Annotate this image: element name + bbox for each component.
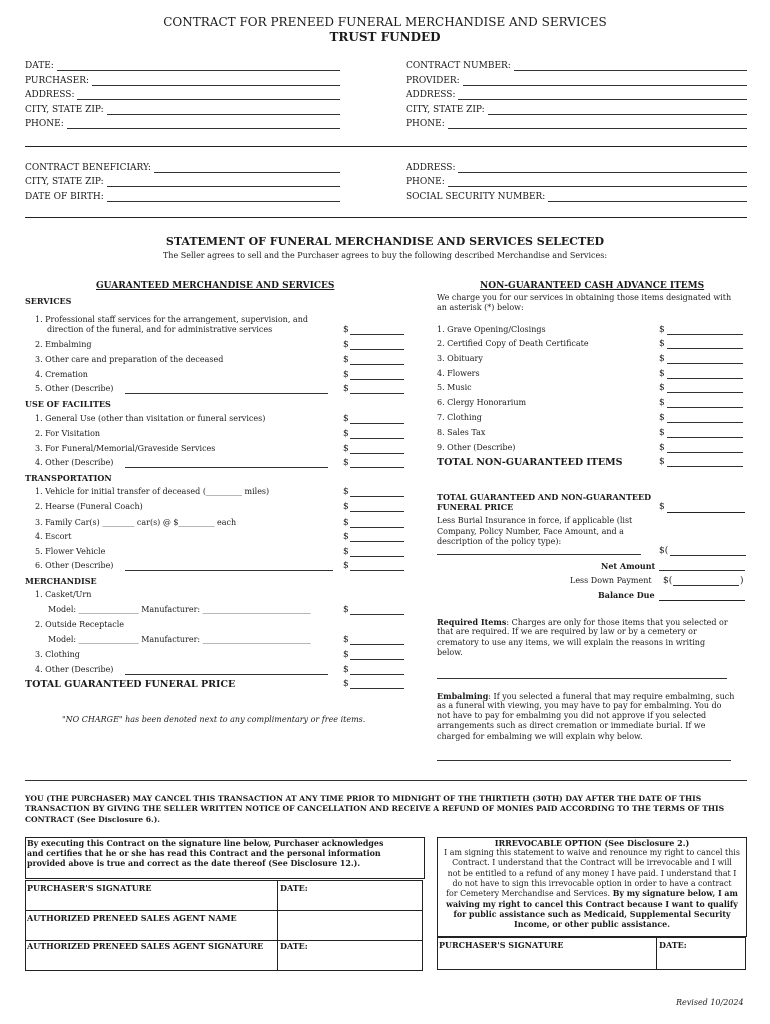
dollar-sign: $ — [343, 355, 349, 365]
service-item: 4. Cremation — [35, 370, 88, 379]
dollar-sign: $ — [659, 502, 665, 512]
acknowledgement-text: provided above is true and correct as the date thereof (See Disclosure 12.). — [27, 859, 361, 868]
cash-advance-item: 1. Grave Opening/Closings — [437, 325, 546, 334]
dollar-sign: $ — [343, 547, 349, 557]
field-label: DATE: — [25, 61, 54, 71]
net-amount-label: Net Amount — [601, 561, 656, 571]
irrevocable-bold-text: waiving my right to cancel this Contract because I want to qualify — [446, 900, 738, 909]
field-line[interactable] — [548, 201, 747, 202]
balance-due-field[interactable] — [659, 600, 745, 601]
irrevocable-text: do not have to sign this irrevocable option in order to have a contract — [452, 879, 732, 888]
field-label: PHONE: — [406, 119, 445, 129]
amount-field[interactable] — [667, 452, 743, 453]
field-label: CITY, STATE ZIP: — [25, 105, 104, 115]
total-guaranteed-label: TOTAL GUARANTEED FUNERAL PRICE — [25, 679, 236, 690]
section-heading-transportation: TRANSPORTATION — [25, 473, 112, 483]
transport-item: 5. Flower Vehicle — [35, 547, 106, 556]
amount-field[interactable] — [667, 407, 743, 408]
field-label: ADDRESS: — [25, 90, 75, 100]
dollar-sign: $ — [659, 398, 665, 408]
describe-line[interactable] — [125, 393, 328, 394]
embalming-text: as a funeral with viewing, you may have to pay for embalming. You do — [437, 701, 722, 710]
required-items-text: that are required. If we are required by law or by a cemetery or — [437, 627, 697, 636]
down-payment-prefix: $( — [663, 576, 673, 586]
dollar-sign: $ — [343, 458, 349, 468]
combined-total-label: FUNERAL PRICE — [437, 502, 514, 512]
field-label: PURCHASER: — [25, 76, 90, 86]
field-label: CONTRACT BENEFICIARY: — [25, 163, 151, 173]
dollar-sign: $ — [343, 384, 349, 394]
amount-field[interactable] — [350, 541, 404, 542]
insurance-amount-prefix: $( — [659, 546, 669, 556]
cash-advance-item: 7. Clothing — [437, 413, 482, 422]
amount-field[interactable] — [350, 688, 404, 689]
service-item: 5. Other (Describe) — [35, 384, 114, 393]
field-label: SOCIAL SECURITY NUMBER: — [406, 192, 546, 202]
facility-item: 3. For Funeral/Memorial/Graveside Services — [35, 444, 216, 453]
amount-field[interactable] — [350, 614, 404, 615]
describe-line[interactable] — [125, 674, 328, 675]
amount-field[interactable] — [350, 334, 404, 335]
statement-title: STATEMENT OF FUNERAL MERCHANDISE AND SERVICES SELECTED — [165, 235, 605, 248]
dollar-sign: $ — [659, 383, 665, 393]
agent-signature-label: AUTHORIZED PRENEED SALES AGENT SIGNATURE — [27, 941, 264, 951]
dollar-sign: $ — [343, 561, 349, 571]
dollar-sign: $ — [343, 370, 349, 380]
required-items-label: Required Items — [437, 617, 507, 627]
field-label: CITY, STATE ZIP: — [406, 105, 485, 115]
merchandise-item: 4. Other (Describe) — [35, 665, 114, 674]
amount-field[interactable] — [667, 466, 743, 467]
field-line[interactable] — [514, 70, 747, 71]
embalming-text: not have to pay for embalming you did not approve if you selected — [437, 711, 707, 720]
dollar-sign: $ — [659, 339, 665, 349]
amount-field[interactable] — [350, 467, 404, 468]
cancellation-text: YOU (THE PURCHASER) MAY CANCEL THIS TRANSACTION AT ANY TIME PRIOR TO MIDNIGHT OF THE THIRTIETH (30TH) DAY AFTER THE DATE OF THIS — [25, 794, 702, 803]
amount-field[interactable] — [350, 423, 404, 424]
dollar-sign: $ — [343, 429, 349, 439]
dollar-sign: $ — [659, 354, 665, 364]
amount-field[interactable] — [667, 378, 743, 379]
divider — [25, 780, 747, 781]
field-line[interactable] — [448, 128, 747, 129]
amount-field[interactable] — [667, 363, 743, 364]
amount-field[interactable] — [350, 511, 404, 512]
dollar-sign: $ — [343, 518, 349, 528]
amount-field[interactable] — [667, 392, 743, 393]
facility-item: 2. For Visitation — [35, 429, 101, 438]
service-item: 2. Embalming — [35, 340, 92, 349]
irrevocable-bold-text: By my signature below, I am — [609, 889, 738, 898]
amount-field[interactable] — [667, 334, 743, 335]
dollar-sign: $ — [343, 414, 349, 424]
purchaser-signature-label: PURCHASER'S SIGNATURE — [27, 883, 152, 893]
required-items-text: crematory to use any items, we will explain the reasons in writing — [437, 638, 706, 647]
nonguaranteed-intro: We charge you for our services in obtaining those items designated with — [437, 293, 732, 302]
transport-item: 4. Escort — [35, 532, 72, 541]
merchandise-item: 1. Casket/Urn — [35, 590, 92, 599]
amount-field[interactable] — [350, 644, 404, 645]
field-label: PROVIDER: — [406, 76, 460, 86]
merchandise-item: Model: _______________ Manufacturer: ___________________________ — [48, 635, 311, 644]
required-items-explanation-line[interactable] — [437, 678, 727, 679]
cancellation-text: CONTRACT (See Disclosure 6.). — [25, 815, 160, 824]
field-line[interactable] — [67, 128, 340, 129]
down-payment-suffix: ) — [740, 576, 744, 586]
total-nonguaranteed-label: TOTAL NON-GUARANTEED ITEMS — [437, 457, 623, 468]
merchandise-item: Model: _______________ Manufacturer: ___________________________ — [48, 605, 311, 614]
cancellation-text: TRANSACTION BY GIVING THE SELLER WRITTEN NOTICE OF CANCELLATION AND RECEIVE A REFUND OF MONIES PAID ACCORDING TO THE TERMS OF THIS — [25, 804, 725, 813]
irrevocable-bold-text: Income, or other public assistance. — [514, 920, 670, 929]
cash-advance-item: 2. Certified Copy of Death Certificate — [437, 339, 589, 348]
cash-advance-item: 3. Obituary — [437, 354, 483, 363]
contract-subtitle: TRUST FUNDED — [329, 30, 441, 44]
amount-field[interactable] — [350, 393, 404, 394]
section-heading-facilities: USE OF FACILITES — [25, 399, 111, 409]
dollar-sign: $ — [343, 340, 349, 350]
date-label: DATE: — [280, 941, 308, 951]
transport-item: 6. Other (Describe) — [35, 561, 114, 570]
field-label: DATE OF BIRTH: — [25, 192, 104, 202]
amount-field[interactable] — [350, 349, 404, 350]
nonguaranteed-heading: NON-GUARANTEED CASH ADVANCE ITEMS — [480, 281, 705, 291]
embalming-label: Embalming — [437, 691, 489, 701]
amount-field[interactable] — [350, 364, 404, 365]
field-line[interactable] — [458, 172, 747, 173]
dollar-sign: $ — [659, 457, 665, 467]
amount-field[interactable] — [667, 437, 743, 438]
service-item: 3. Other care and preparation of the deceased — [35, 355, 224, 364]
describe-line[interactable] — [125, 467, 328, 468]
cash-advance-item: 8. Sales Tax — [437, 428, 486, 437]
contract-title: CONTRACT FOR PRENEED FUNERAL MERCHANDISE AND SERVICES — [163, 15, 607, 29]
required-items-text: below. — [437, 648, 463, 657]
irrevocable-text: for Cemetery Merchandise and Services. By my signature below, I am — [446, 889, 738, 898]
field-line[interactable] — [154, 172, 340, 173]
dollar-sign: $ — [659, 428, 665, 438]
field-label: CITY, STATE ZIP: — [25, 177, 104, 187]
dollar-sign: $ — [343, 487, 349, 497]
date-label: DATE: — [280, 883, 308, 893]
net-amount-field[interactable] — [659, 570, 745, 571]
dollar-sign: $ — [343, 605, 349, 615]
field-line[interactable] — [107, 114, 340, 115]
field-line[interactable] — [77, 99, 340, 100]
field-line[interactable] — [463, 85, 747, 86]
blank-cell — [277, 910, 423, 941]
insurance-description-field[interactable] — [437, 554, 641, 555]
amount-field[interactable] — [667, 422, 743, 423]
insurance-label: Less Burial Insurance in force, if applicable (list — [437, 516, 633, 525]
dollar-sign: $ — [343, 325, 349, 335]
field-line[interactable] — [448, 186, 747, 187]
dollar-sign: $ — [343, 635, 349, 645]
divider — [25, 217, 747, 218]
balance-due-label: Balance Due — [598, 590, 655, 600]
dollar-sign: $ — [343, 665, 349, 675]
merchandise-item: 3. Clothing — [35, 650, 80, 659]
transport-item: 2. Hearse (Funeral Coach) — [35, 502, 143, 511]
dollar-sign: $ — [659, 325, 665, 335]
irrevocable-title: IRREVOCABLE OPTION (See Disclosure 2.) — [494, 838, 690, 848]
cash-advance-item: 4. Flowers — [437, 369, 480, 378]
amount-field[interactable] — [350, 496, 404, 497]
dollar-sign: $ — [343, 444, 349, 454]
dollar-sign: $ — [659, 413, 665, 423]
dollar-sign: $ — [343, 532, 349, 542]
facility-item: 1. General Use (other than visitation or funeral services) — [35, 414, 266, 423]
amount-field[interactable] — [350, 674, 404, 675]
section-heading-merchandise: MERCHANDISE — [25, 576, 97, 586]
amount-field[interactable] — [350, 453, 404, 454]
down-payment-label: Less Down Payment — [570, 576, 652, 585]
cash-advance-item: 9. Other (Describe) — [437, 443, 516, 452]
service-item: 1. Professional staff services for the arrangement, supervision, and — [35, 315, 308, 324]
dollar-sign: $ — [659, 369, 665, 379]
field-label: ADDRESS: — [406, 163, 456, 173]
field-line[interactable] — [458, 99, 747, 100]
statement-intro: The Seller agrees to sell and the Purchaser agrees to buy the following described Merchandise and Services: — [162, 251, 608, 260]
amount-field[interactable] — [350, 570, 404, 571]
dollar-sign: $ — [659, 443, 665, 453]
no-charge-note: "NO CHARGE" has been denoted next to any complimentary or free items. — [62, 715, 366, 724]
agent-name-label: AUTHORIZED PRENEED SALES AGENT NAME — [27, 913, 237, 923]
field-label: ADDRESS: — [406, 90, 456, 100]
dollar-sign: $ — [343, 679, 349, 689]
section-heading-services: SERVICES — [25, 296, 72, 306]
facility-item: 4. Other (Describe) — [35, 458, 114, 467]
dollar-sign: $ — [343, 502, 349, 512]
date-label: DATE: — [659, 940, 687, 950]
transport-item: 3. Family Car(s) ________ car(s) @ $_________ each — [35, 518, 237, 527]
cash-advance-item: 5. Music — [437, 383, 472, 392]
insurance-label: Company, Policy Number, Face Amount, and a — [437, 527, 624, 536]
amount-field[interactable] — [350, 438, 404, 439]
amount-field[interactable] — [350, 659, 404, 660]
combined-total-field[interactable] — [667, 512, 745, 513]
transport-item: 1. Vehicle for initial transfer of deceased (_________ miles) — [35, 487, 270, 496]
revised-date: Revised 10/2024 — [676, 998, 744, 1007]
field-line[interactable] — [57, 70, 340, 71]
field-line[interactable] — [107, 201, 340, 202]
field-label: PHONE: — [25, 119, 64, 129]
combined-total-label: TOTAL GUARANTEED AND NON-GUARANTEED — [437, 492, 652, 502]
amount-field[interactable] — [350, 527, 404, 528]
down-payment-field[interactable] — [673, 585, 739, 586]
insurance-label: description of the policy type): — [437, 537, 562, 546]
irrevocable-text: I am signing this statement to waive and renounce my right to cancel this — [444, 848, 740, 857]
field-line[interactable] — [488, 114, 747, 115]
amount-field[interactable] — [667, 348, 743, 349]
field-line[interactable] — [107, 186, 340, 187]
embalming-text: arrangements such as direct cremation or immediate burial. If we — [437, 721, 706, 730]
embalming-text: Embalming: If you selected a funeral that may require embalming, such — [437, 691, 735, 701]
amount-field[interactable] — [350, 379, 404, 380]
amount-field[interactable] — [350, 556, 404, 557]
embalming-explanation-line[interactable] — [437, 760, 731, 761]
field-label: CONTRACT NUMBER: — [406, 61, 511, 71]
insurance-amount-field[interactable] — [670, 555, 746, 556]
merchandise-item: 2. Outside Receptacle — [35, 620, 125, 629]
embalming-text: charged for embalming we will explain why below. — [437, 732, 643, 741]
guaranteed-heading: GUARANTEED MERCHANDISE AND SERVICES — [96, 281, 335, 291]
irrevocable-bold-text: for public assistance such as Medicaid, Supplemental Security — [453, 910, 731, 919]
field-label: PHONE: — [406, 177, 445, 187]
acknowledgement-text: By executing this Contract on the signature line below, Purchaser acknowledges — [27, 839, 384, 848]
dollar-sign: $ — [343, 650, 349, 660]
irrevocable-text: not be entitled to a refund of any money I have paid. I understand that I — [447, 869, 737, 878]
divider — [25, 146, 747, 147]
purchaser-signature-label: PURCHASER'S SIGNATURE — [439, 940, 564, 950]
nonguaranteed-intro: an asterisk (*) below: — [437, 303, 524, 312]
acknowledgement-text: and certifies that he or she has read this Contract and the personal information — [27, 849, 381, 858]
required-items-text: Required Items: Charges are only for those items that you selected or — [437, 617, 728, 627]
field-line[interactable] — [92, 85, 340, 86]
describe-line[interactable] — [125, 570, 333, 571]
cash-advance-item: 6. Clergy Honorarium — [437, 398, 527, 407]
irrevocable-text: Contract. I understand that the Contract will be irrevocable and I will — [452, 858, 732, 867]
service-item: direction of the funeral, and for administrative services — [47, 325, 273, 334]
